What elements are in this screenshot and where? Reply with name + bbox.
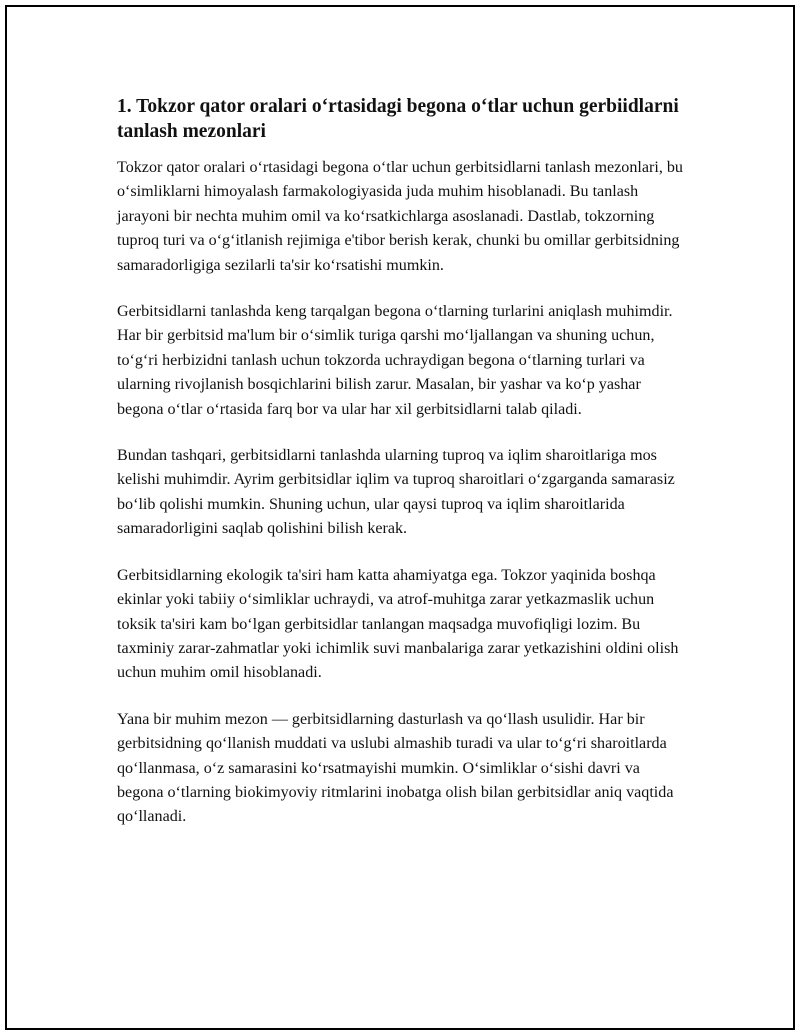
- paragraph-1: Tokzor qator oralari o‘rtasidagi begona o‘tlar uchun gerbitsidlarni tanlash mezonlari, bu o‘simliklarni himoyalash farmakologiyasida juda muhim hisoblanadi. Bu tanlash jarayoni bir nechta muhim omil va ko‘rsatkichlarga asoslanadi. Dastlab, tokzorning tuproq turi va o‘g‘itlanish rejimiga e'tibor berish kerak, chunki bu omillar gerbitsidning samaradorligiga sezilarli ta'sir ko‘rsatishi mumkin.: [117, 159, 683, 274]
- section-title: 1. Tokzor qator oralari o‘rtasidagi begona o‘tlar uchun gerbiidlarni tanlash mezonlari: [117, 96, 679, 142]
- paragraph-4: Gerbitsidlarning ekologik ta'siri ham katta ahamiyatga ega. Tokzor yaqinida boshqa ekinlar yoki tabiiy o‘simliklar uchraydi, va atrof-muhitga zarar yetkazmaslik uchun toksik ta'siri kam bo‘lgan gerbitsidlar tanlangan maqsadga muvofiqligi lozim. Bu taxminiy zarar-zahmatlar yoki ichimlik suvi manbalariga zarar yetkazishini oldini olish uchun muhim omil hisoblanadi.: [117, 566, 679, 682]
- paragraph-5: Yana bir muhim mezon — gerbitsidlarning dasturlash va qo‘llash usulidir. Har bir gerbitsidning qo‘llanish muddati va uslubi almashib turadi va ular to‘g‘ri sharoitlarda qo‘llanmasa, o‘z samarasini ko‘rsatmayishi mumkin. O‘simliklar o‘sishi davri va begona o‘tlarning biokimyoviy ritmlarini inobatga olish bilan gerbitsidlar aniq vaqtida qo‘llanadi.: [117, 710, 674, 826]
- paragraph-3: Bundan tashqari, gerbitsidlarni tanlashda ularning tuproq va iqlim sharoitlariga mos kelishi muhimdir. Ayrim gerbitsidlar iqlim va tuproq sharoitlari o‘zgarganda samarasiz bo‘lib qolishi mumkin. Shuning uchun, ular qaysi tuproq va iqlim sharoitlarida samaradorligini saqlab qolishini bilish kerak.: [117, 447, 675, 538]
- paragraph-2: Gerbitsidlarni tanlashda keng tarqalgan begona o‘tlarning turlarini aniqlash muhimdir. Har bir gerbitsid ma'lum bir o‘simlik turiga qarshi mo‘ljallangan va shuning uchun, to‘g‘ri herbizidni tanlash uchun tokzorda uchraydigan begona o‘tlarning turlari va ularning rivojlanish bosqichlarini bilish zarur. Masalan, bir yashar va ko‘p yashar begona o‘tlar o‘rtasida farq bor va ular har xil gerbitsidlarni talab qiladi.: [117, 303, 673, 418]
- document-body: [117, 94, 683, 852]
